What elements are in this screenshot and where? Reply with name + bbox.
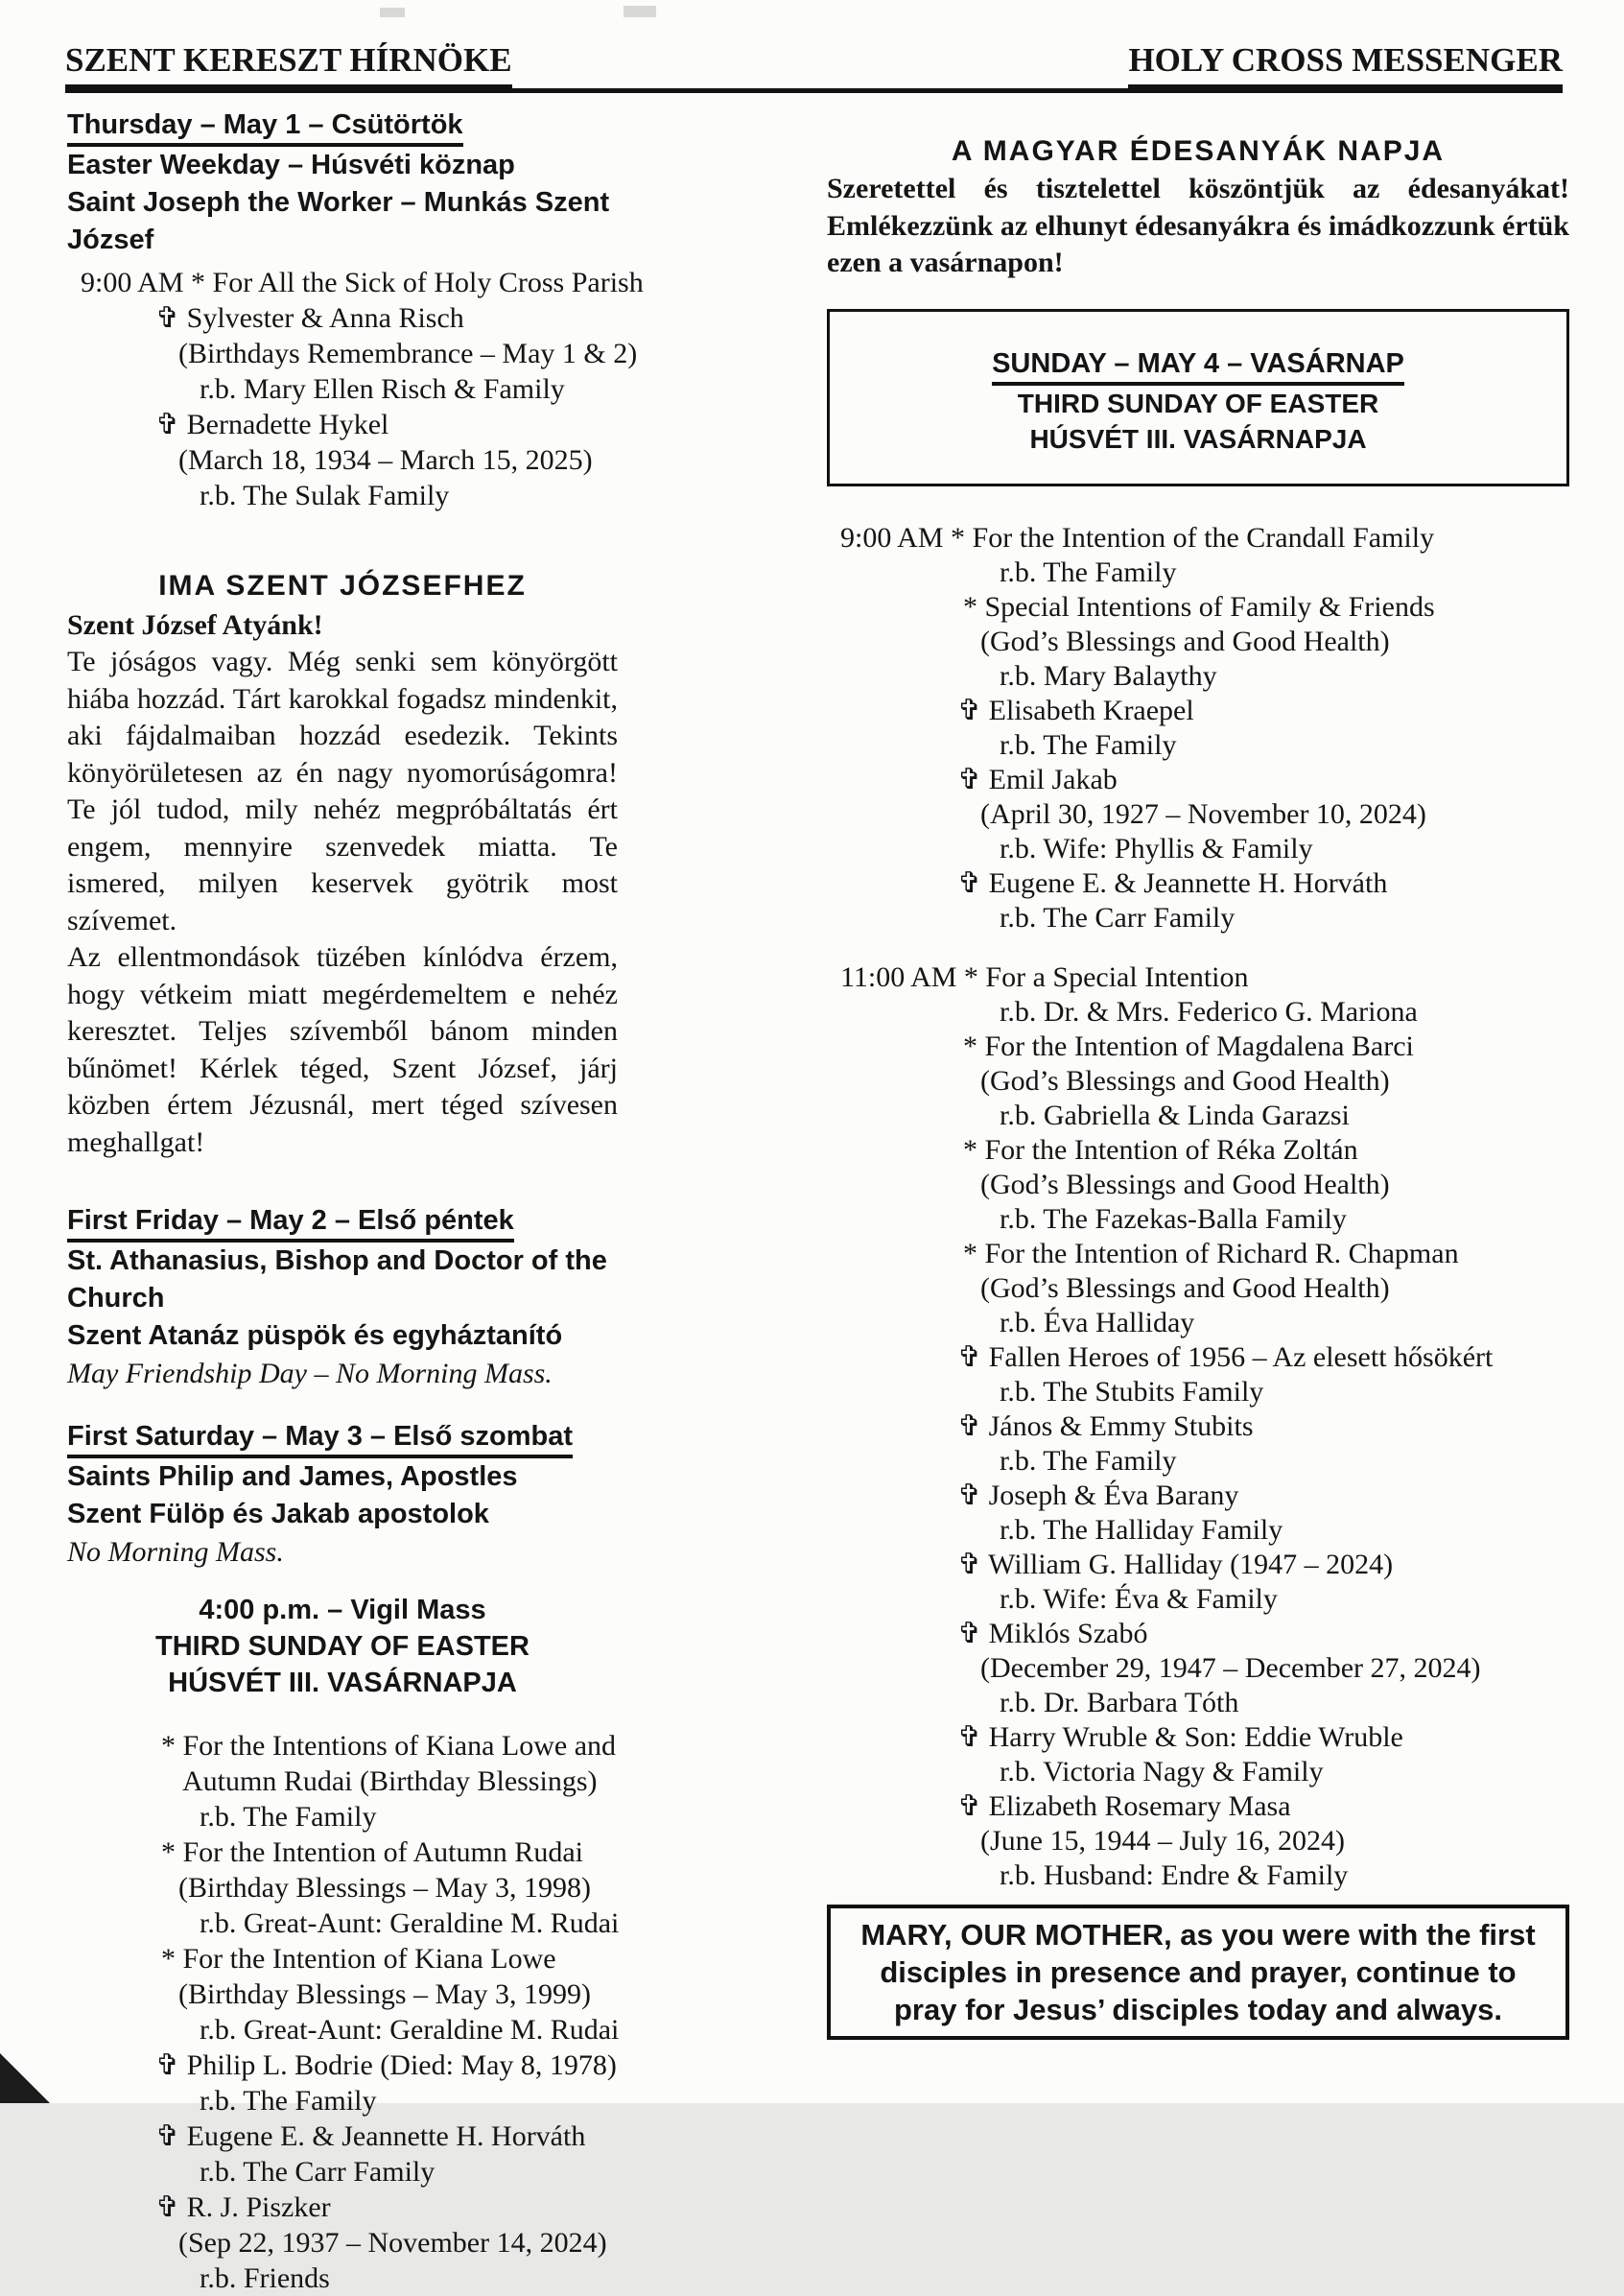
intention-line: ✞ Harry Wruble & Son: Eddie Wruble: [957, 1720, 1403, 1753]
prayer-salutation: Szent József Atyánk!: [67, 609, 323, 641]
thursday-heading-row: [67, 107, 618, 147]
intention-line: r.b. Husband: Endre & Family: [1000, 1858, 1349, 1891]
intention-line: (God’s Blessings and Good Health): [980, 625, 1390, 657]
intention-line: * For the Intention of Autumn Rudai: [161, 1836, 583, 1868]
section-first-friday: [67, 1203, 618, 1392]
intention-line: 11:00 AM * For a Special Intention: [840, 960, 1249, 993]
intention-line: 9:00 AM * For All the Sick of Holy Cross Parish: [81, 267, 644, 298]
intention-line: (Birthday Blessings – May 3, 1999): [178, 1978, 591, 2010]
sunday-box-line-english: THIRD SUNDAY OF EASTER: [1017, 388, 1379, 418]
sunday-may4-box: [827, 309, 1569, 486]
intention-line: * Special Intentions of Family & Friends: [963, 590, 1435, 623]
intention-line: r.b. The Fazekas-Balla Family: [1000, 1202, 1347, 1235]
intention-line: r.b. Victoria Nagy & Family: [1000, 1755, 1324, 1787]
intention-line: r.b. Gabriella & Linda Garazsi: [1000, 1099, 1350, 1131]
intention-line: r.b. The Carr Family: [200, 2156, 435, 2188]
saturday-subhead-hungarian: Szent Fülöp és Jakab apostolok: [67, 1499, 489, 1529]
mass-900-intentions-list: [827, 521, 1569, 935]
intention-line: r.b. The Carr Family: [1000, 901, 1236, 934]
intention-line: (March 18, 1934 – March 15, 2025): [178, 444, 593, 476]
intention-line: ✞ R. J. Piszker: [155, 2191, 331, 2223]
intention-line: r.b. Wife: Phyllis & Family: [1000, 832, 1313, 864]
thursday-heading: Thursday – May 1 – Csütörtök: [67, 107, 463, 147]
vigil-heading-time: 4:00 p.m. – Vigil Mass: [199, 1595, 486, 1625]
mary-message-text: MARY, OUR MOTHER, as you were with the first disciples in presence and prayer, continue to pray for Jesus’ disciples today and always.: [860, 1917, 1536, 2026]
intention-line: (Sep 22, 1937 – November 14, 2024): [178, 2227, 607, 2259]
friday-heading-row: [67, 1203, 618, 1243]
scan-artifact-smudge: [624, 6, 656, 17]
vigil-heading-hungarian: HÚSVÉT III. VASÁRNAPJA: [168, 1668, 517, 1698]
intention-line: r.b. Mary Ellen Risch & Family: [200, 373, 565, 405]
intention-line: Autumn Rudai (Birthday Blessings): [182, 1765, 598, 1797]
section-thursday-may1: [67, 107, 644, 513]
scan-artifact-corner: [0, 2053, 50, 2103]
intention-line: r.b. Mary Balaythy: [1000, 659, 1217, 692]
intention-line: r.b. The Family: [200, 2085, 377, 2117]
intention-line: ✞ Elizabeth Rosemary Masa: [957, 1789, 1291, 1822]
newsletter-title-hungarian: SZENT KERESZT HÍRNÖKE: [65, 38, 512, 88]
scan-artifact-smudge: [380, 8, 405, 17]
intention-line: r.b. The Stubits Family: [1000, 1375, 1264, 1408]
intention-line: ✞ Miklós Szabó: [957, 1617, 1148, 1649]
vigil-intentions-list: [67, 1728, 618, 2296]
mass-1100-intentions-list: [827, 960, 1569, 1893]
intention-line: ✞ Sylvester & Anna Risch: [155, 302, 464, 334]
thursday-subhead-saint: Saint Joseph the Worker – Munkás Szent József: [67, 187, 610, 255]
intention-line: ✞ William G. Halliday (1947 – 2024): [957, 1548, 1394, 1580]
intention-line: ✞ Emil Jakab: [957, 763, 1118, 795]
intention-line: * For the Intention of Kiana Lowe: [161, 1943, 556, 1975]
intention-line: r.b. The Halliday Family: [1000, 1513, 1283, 1546]
intention-line: r.b. The Family: [200, 1801, 377, 1833]
mothers-day-paragraph: Szeretettel és tisztelettel köszöntjük az édesanyákat! Emlékezzünk az elhunyt édesanyákra és imádkozzunk értük ezen a vasárnapon!: [827, 173, 1569, 278]
page-header: [65, 38, 1563, 93]
prayer-title: IMA SZENT JÓZSEFHEZ: [158, 570, 527, 602]
saturday-note: No Morning Mass.: [67, 1536, 284, 1568]
section-first-saturday: [67, 1419, 618, 1571]
intention-line: (God’s Blessings and Good Health): [980, 1168, 1390, 1200]
intention-line: r.b. Dr. & Mrs. Federico G. Mariona: [1000, 995, 1418, 1028]
intention-line: r.b. Friends: [200, 2262, 330, 2294]
intention-line: * For the Intention of Magdalena Barci: [963, 1030, 1414, 1062]
intention-line: (God’s Blessings and Good Health): [980, 1064, 1390, 1097]
intention-line: r.b. The Sulak Family: [200, 480, 450, 511]
saturday-heading: First Saturday – May 3 – Első szombat: [67, 1419, 573, 1458]
intention-line: (December 29, 1947 – December 27, 2024): [980, 1651, 1481, 1684]
intention-line: r.b. Wife: Éva & Family: [1000, 1582, 1278, 1615]
intention-line: r.b. The Family: [1000, 1444, 1177, 1477]
mary-message-box: [827, 1905, 1569, 2040]
intention-line: r.b. Great-Aunt: Geraldine M. Rudai: [200, 2014, 620, 2046]
sunday-box-line-hungarian: HÚSVÉT III. VASÁRNAPJA: [1029, 423, 1367, 454]
right-column: [827, 132, 1569, 2040]
intention-line: ✞ Philip L. Bodrie (Died: May 8, 1978): [155, 2049, 617, 2081]
intention-line: (God’s Blessings and Good Health): [980, 1271, 1390, 1304]
intention-line: ✞ János & Emmy Stubits: [957, 1409, 1254, 1442]
intention-line: ✞ Joseph & Éva Barany: [957, 1479, 1239, 1511]
intention-line: r.b. Éva Halliday: [1000, 1306, 1195, 1338]
saturday-heading-row: [67, 1419, 618, 1458]
intention-line: 9:00 AM * For the Intention of the Crandall Family: [840, 521, 1435, 554]
mothers-day-title: A MAGYAR ÉDESANYÁK NAPJA: [951, 135, 1446, 167]
prayer-paragraph-1: Te jóságos vagy. Még senki sem könyörgött hiába hozzád. Tárt karokkal fogadsz mindenkit, aki fájdalmaiban hozzád esedezik. Tekints könyörületesen az én nagy nyomorúságomra! Te jól tudod, mily nehéz megpróbáltatás ért engem, mennyire szenvedek miatta. Te ismered, milyen keservek gyötrik most szívemet.: [67, 646, 618, 936]
intention-line: ✞ Elisabeth Kraepel: [957, 694, 1194, 726]
intention-line: r.b. The Family: [1000, 728, 1177, 761]
intention-line: (June 15, 1944 – July 16, 2024): [980, 1824, 1345, 1857]
intention-line: * For the Intentions of Kiana Lowe and: [161, 1730, 617, 1762]
friday-note: May Friendship Day – No Morning Mass.: [67, 1358, 553, 1389]
thursday-subhead-english: Easter Weekday – Húsvéti köznap: [67, 150, 515, 180]
friday-heading: First Friday – May 2 – Első péntek: [67, 1203, 514, 1243]
left-column: [67, 107, 644, 2296]
section-prayer-st-joseph: [67, 567, 618, 1161]
section-vigil-mass: [67, 1592, 618, 2296]
intention-line: ✞ Eugene E. & Jeannette H. Horváth: [155, 2120, 586, 2152]
intention-line: ✞ Bernadette Hykel: [155, 409, 389, 440]
intention-line: * For the Intention of Richard R. Chapman: [963, 1237, 1459, 1269]
intention-line: r.b. The Family: [1000, 556, 1177, 588]
intention-line: r.b. Dr. Barbara Tóth: [1000, 1686, 1239, 1718]
sunday-box-heading: SUNDAY – MAY 4 – VASÁRNAP: [992, 346, 1404, 386]
intention-line: * For the Intention of Réka Zoltán: [963, 1133, 1358, 1166]
intention-line: r.b. Great-Aunt: Geraldine M. Rudai: [200, 1907, 620, 1939]
vigil-heading-english: THIRD SUNDAY OF EASTER: [155, 1631, 530, 1662]
newsletter-title-english: HOLY CROSS MESSENGER: [1128, 38, 1563, 88]
thursday-intentions-list: [67, 265, 644, 513]
saturday-subhead-english: Saints Philip and James, Apostles: [67, 1461, 518, 1492]
sunday-box-heading-row: [839, 346, 1557, 386]
prayer-paragraph-2: Az ellentmondások tüzében kínlódva érzem, hogy vétkeim miatt megérdemeltem e nehéz keresztet. Teljes szívemből bánom minden bűnömet! Kérlek téged, Szent József, járj közben értem Jézusnál, mert téged szívesen meghallgat!: [67, 941, 618, 1158]
intention-line: ✞ Fallen Heroes of 1956 – Az elesett hősökért: [957, 1340, 1494, 1373]
intention-line: ✞ Eugene E. & Jeannette H. Horváth: [957, 866, 1388, 899]
intention-line: (Birthdays Remembrance – May 1 & 2): [178, 338, 638, 369]
friday-subhead-english: St. Athanasius, Bishop and Doctor of the Church: [67, 1245, 607, 1314]
intention-line: (Birthday Blessings – May 3, 1998): [178, 1872, 591, 1904]
intention-line: (April 30, 1927 – November 10, 2024): [980, 797, 1426, 830]
friday-subhead-hungarian: Szent Atanáz püspök és egyháztanító: [67, 1320, 563, 1351]
